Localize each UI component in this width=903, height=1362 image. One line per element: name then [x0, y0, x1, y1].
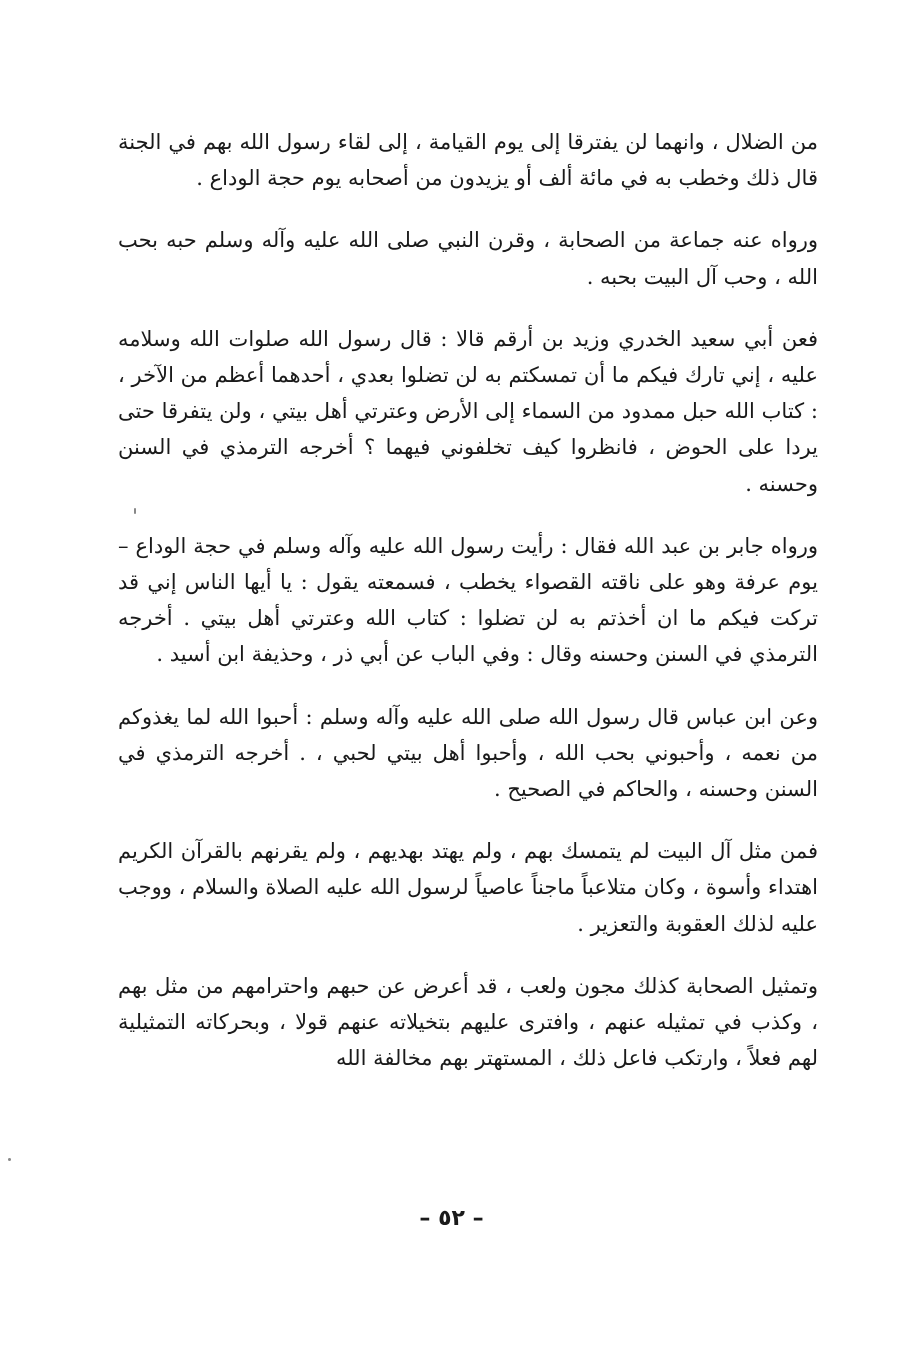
paragraph-7: وتمثيل الصحابة كذلك مجون ولعب ، قد أعرض عن حبهم واحترامهم من مثل بهم ، وكذب في تمثيله عنهم ، وافترى عليهم بتخيلاته عنهم قولا ، وبحركاته التمثيلية لهم فعلاً ، وارتكب فاعل ذلك ، المستهتر بهم مخالفة الله [118, 973, 818, 1071]
paragraph-2: ورواه عنه جماعة من الصحابة ، وقرن النبي صلى الله عليه وآله وسلم حبه بحب الله ، وحب آل البيت بحبه . [118, 228, 818, 289]
body-text [118, 124, 818, 1076]
paragraph-4: ورواه جابر بن عبد الله فقال : رأيت رسول الله عليه وآله وسلم في حجة الوداع – يوم عرفة وهو على ناقته القصواء يخطب ، فسمعته يقول : يا أيها الناس إني قد تركت فيكم ما ان أخذتم به لن تضلوا : كتاب الله وعترتي أهل بيتي . أخرجه الترمذي في السنن وحسنه وقال : وفي الباب عن أبي ذر ، وحذيفة ابن أسيد . [118, 533, 819, 667]
paragraph-5: وعن ابن عباس قال رسول الله صلى الله عليه وآله وسلم : أحبوا الله لما يغذوكم من نعمه ، وأحبوني بحب الله ، وأحبوا أهل بيتي لحبي ، . أخرجه الترمذي في السنن وحسنه ، والحاكم في الصحيح . [118, 704, 818, 802]
paragraph-3: فعن أبي سعيد الخدري وزيد بن أرقم قالا : قال رسول الله صلوات الله وسلامه عليه ، إني تارك فيكم ما أن تمسكتم به لن تضلوا بعدي ، أحدهما أعظم من الآخر ، : كتاب الله حبل ممدود من السماء إلى الأرض وعترتي أهل بيتي ، ولن يتفرقا حتى يردا على الحوض ، فانظروا كيف تخلفوني فيهما ؟ أخرجه الترمذي في السنن وحسنه . [118, 326, 818, 496]
scan-speck [134, 508, 136, 514]
paragraph-6: فمن مثل آل البيت لم يتمسك بهم ، ولم يهتد بهديهم ، ولم يقرنهم بالقرآن الكريم اهتداء وأسوة ، وكان متلاعباً ماجناً عاصياً لرسول الله عليه الصلاة والسلام ، ووجب عليه لذلك العقوبة والتعزير . [118, 839, 818, 936]
paragraph-1: من الضلال ، وانهما لن يفترقا إلى يوم القيامة ، إلى لقاء رسول الله بهم في الجنة قال ذلك وخطب به في مائة ألف أو يزيدون من أصحابه يوم حجة الوداع . [118, 130, 818, 191]
scan-speck [8, 1158, 11, 1161]
page-number: – ٥٢ – [419, 1206, 484, 1231]
